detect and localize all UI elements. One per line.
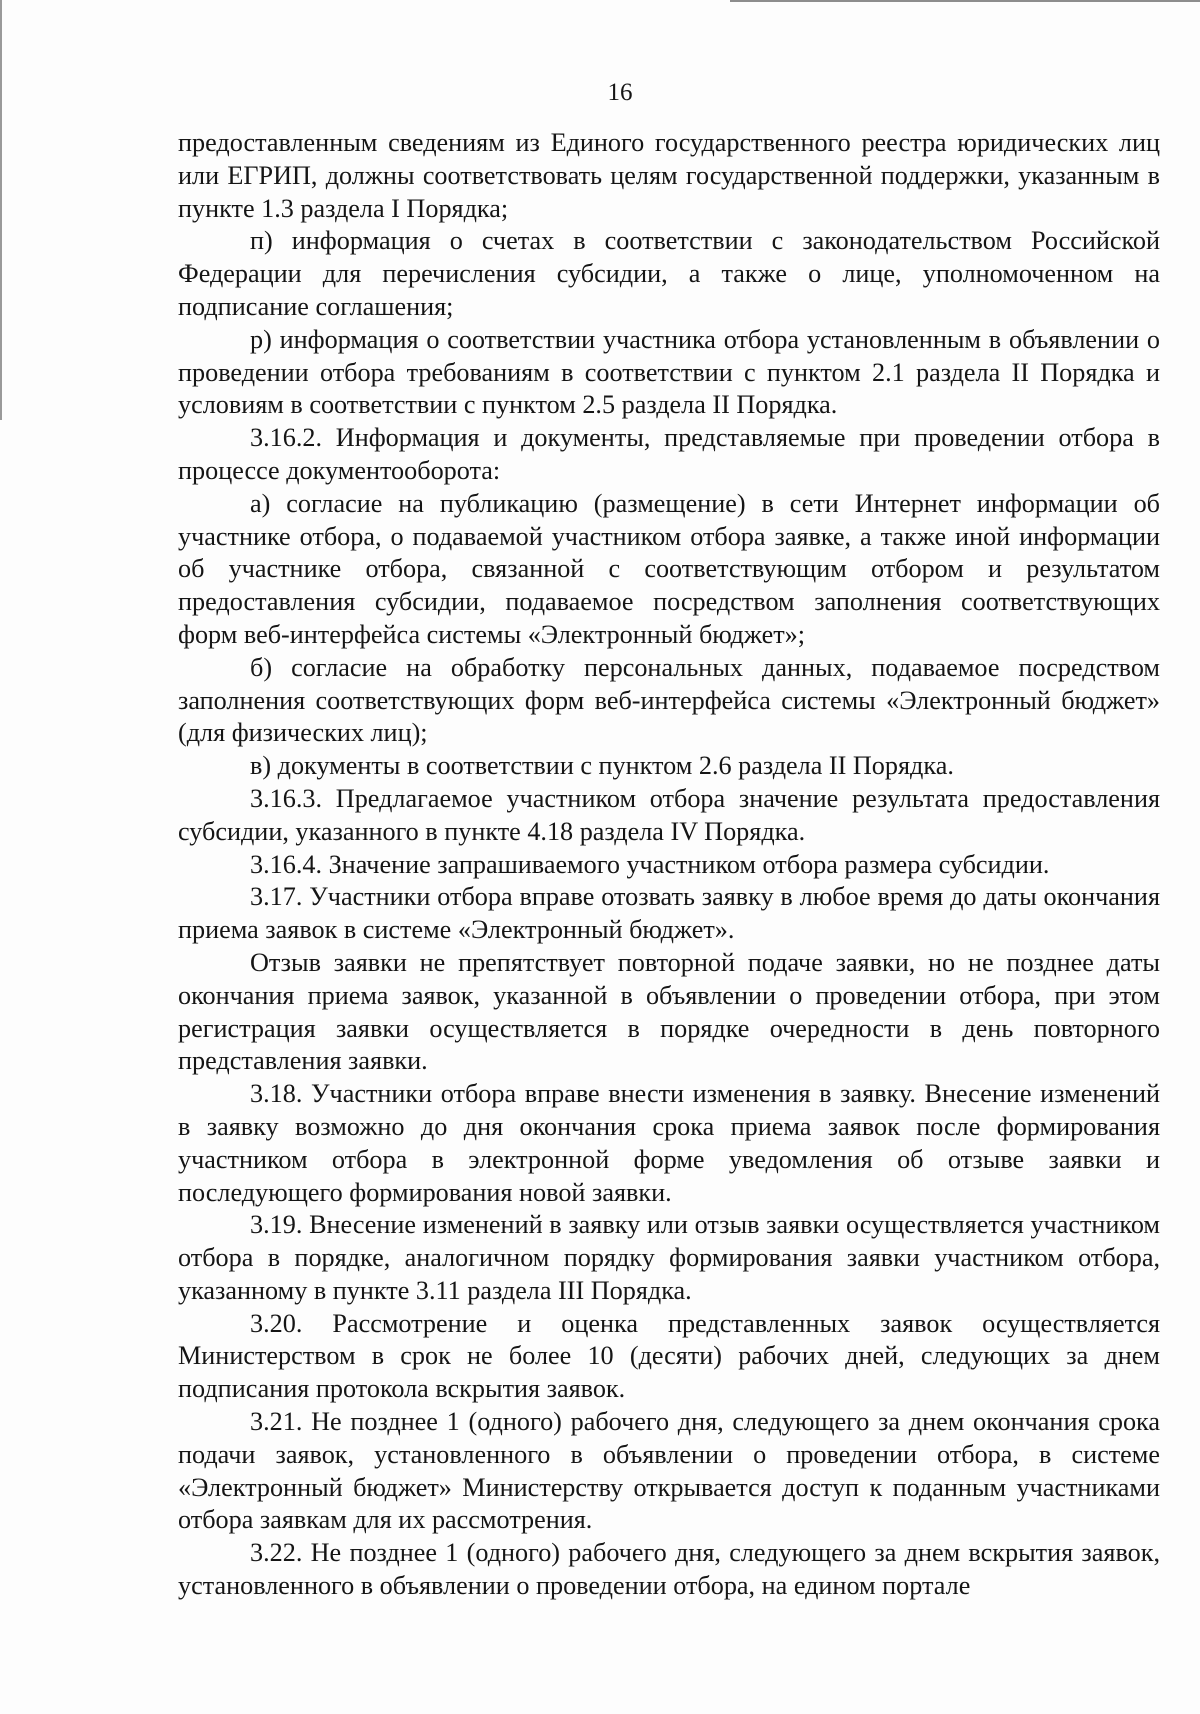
paragraph-withdrawal: Отзыв заявки не препятствует повторной подаче заявки, но не позднее даты окончания приема заявок, указанной в объявлении о проведении отбора, при этом регистрация заявки осуществляется в порядке очередности в день повторного представления заявки. — [178, 947, 1160, 1076]
paragraph-item-a: а) согласие на публикацию (размещение) в сети Интернет информации об участнике отбора, о подаваемой участником отбора заявке, а также иной информации об участнике отбора, связанной с соответствующим отбором и результатом предоставления субсидии, подаваемое посредством заполнения соответствующих форм веб-интерфейса системы «Электронный бюджет»; — [178, 488, 1160, 649]
page-number: 16 — [607, 79, 633, 106]
scan-edge-top — [730, 0, 1200, 2]
paragraph-continuation: предоставленным сведениям из Единого государственного реестра юридических лиц или ЕГРИП, должны соответствовать целям государственной поддержки, указанным в пункте 1.3 раздела I Порядка; — [178, 128, 1160, 223]
document-body — [178, 127, 1160, 1603]
scan-edge-left — [0, 0, 2, 420]
paragraph-item-r: р) информация о соответствии участника отбора установленным в объявлении о проведении отбора требованиям в соответствии с пунктом 2.1 раздела II Порядка и условиям в соответствии с пунктом 2.5 раздела II Порядка. — [178, 324, 1160, 420]
paragraph-3-17: 3.17. Участники отбора вправе отозвать заявку в любое время до даты окончания приема заявок в системе «Электронный бюджет». — [178, 882, 1160, 945]
paragraph-3-16-3: 3.16.3. Предлагаемое участником отбора значение результата предоставления субсидии, указанного в пункте 4.18 раздела IV Порядка. — [178, 783, 1160, 846]
paragraph-3-16-2: 3.16.2. Информация и документы, представляемые при проведении отбора в процессе документооборота: — [178, 423, 1160, 485]
paragraph-3-16-4: 3.16.4. Значение запрашиваемого участником отбора размера субсидии. — [250, 849, 1050, 879]
paragraph-3-22: 3.22. Не позднее 1 (одного) рабочего дня, следующего за днем вскрытия заявок, установленного в объявлении о проведении отбора, на едином портале — [178, 1538, 1160, 1601]
paragraph-item-b: б) согласие на обработку персональных данных, подаваемое посредством заполнения соответствующих форм веб-интерфейса системы «Электронный бюджет» (для физических лиц); — [178, 652, 1160, 748]
paragraph-item-v: в) документы в соответствии с пунктом 2.6 раздела II Порядка. — [250, 751, 954, 781]
paragraph-3-20: 3.20. Рассмотрение и оценка представленных заявок осуществляется Министерством в срок не более 10 (десяти) рабочих дней, следующих за днем подписания протокола вскрытия заявок. — [178, 1308, 1160, 1404]
paragraph-item-p: п) информация о счетах в соответствии с законодательством Российской Федерации для перечисления субсидии, а также о лице, уполномоченном на подписание соглашения; — [178, 226, 1160, 321]
paragraph-3-19: 3.19. Внесение изменений в заявку или отзыв заявки осуществляется участником отбора в порядке, аналогичном порядку формирования заявки участником отбора, указанному в пункте 3.11 раздела III Порядка. — [178, 1210, 1160, 1305]
paragraph-3-21: 3.21. Не позднее 1 (одного) рабочего дня, следующего за днем окончания срока подачи заявок, установленного в объявлении о проведении отбора, в системе «Электронный бюджет» Министерству открывается доступ к поданным участниками отбора заявкам для их рассмотрения. — [178, 1407, 1160, 1535]
paragraph-3-18: 3.18. Участники отбора вправе внести изменения в заявку. Внесение изменений в заявку возможно до дня окончания срока приема заявок после формирования участником отбора в электронной форме уведомления об отзыве заявки и последующего формирования новой заявки. — [178, 1079, 1160, 1207]
